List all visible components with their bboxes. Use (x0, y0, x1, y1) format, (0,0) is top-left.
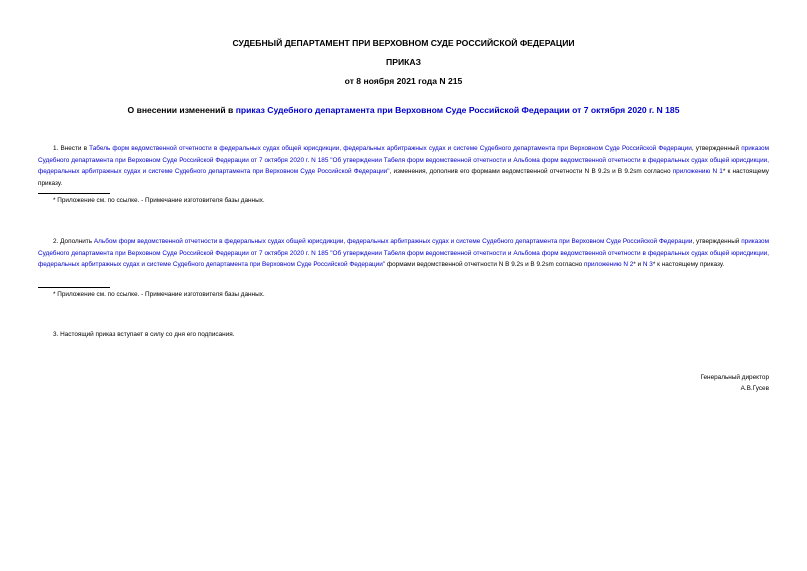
p1-text-4: * к настоящему приказу. (38, 168, 770, 187)
organization-header: СУДЕБНЫЙ ДЕПАРТАМЕНТ ПРИ ВЕРХОВНОМ СУДЕ РОССИЙСКОЙ ФЕДЕРАЦИИ (232, 38, 575, 48)
subject-order-link[interactable]: приказ Судебного департамента при Верховном Суде Российской Федерации от 7 октября 2020 г. N 185 (235, 105, 680, 115)
p1-tabel-link[interactable]: Табель форм ведомственной отчетности в федеральных судах общей юрисдикции, федеральных арбитражных судах и системе Судебного департамента при Верховном Суде Российской Федерации (89, 145, 692, 152)
p1-appendix-1-link[interactable]: приложению N 1 (672, 168, 723, 176)
signature-position: Генеральный директор (700, 374, 769, 381)
p2-appendix-3-link[interactable]: N 3 (642, 261, 653, 269)
p3-text: 3. Настоящий приказ вступает в силу со дня его подписания. (53, 331, 235, 338)
p1-text-2: , утвержденный (691, 145, 742, 152)
subject-prefix: О внесении изменений в (127, 105, 236, 115)
footnote-1-divider (38, 193, 110, 194)
footnote-2: * Приложение см. по ссылке. - Примечание изготовителя базы данных. (53, 291, 265, 298)
document-type: ПРИКАЗ (386, 57, 421, 67)
document-date-number: от 8 ноября 2021 года N 215 (344, 76, 463, 86)
p2-order-title-link[interactable]: "Об утверждении Табеля форм ведомственной отчетности и Альбома форм ведомственной отчетности в федеральных судах общей юрисдикции, федеральных арбитражных судах и системе Судебного департамента при Верховном Суде Российской Федерации" (38, 249, 769, 269)
signature-name: А.В.Гусев (740, 384, 769, 392)
p2-text-1: 2. Дополнить (53, 238, 94, 245)
p2-text-2: , утвержденный (692, 238, 742, 245)
paragraph-3 (38, 329, 769, 341)
paragraph-1 (38, 143, 769, 189)
p1-order-link[interactable]: приказом Судебного департамента при Верховном Суде Российской Федерации от 7 октября 2020 г. N 185 (38, 145, 769, 164)
paragraph-2 (38, 236, 769, 271)
p1-text-3: , изменения, дополнив его формами ведомственной отчетности N В 9.2s и В 9.2sm согласно (389, 168, 673, 176)
p2-text-5: * к настоящему приказу. (652, 261, 725, 269)
p2-appendix-2-link[interactable]: приложению N 2 (583, 261, 634, 269)
p1-order-title-link[interactable]: "Об утверждении Табеля форм ведомственной отчетности и Альбома форм ведомственной отчетности в федеральных судах общей юрисдикции, федеральных арбитражных судах и системе Судебного департамента при Верховном Суде Российской Федерации" (38, 156, 769, 176)
p2-text-3: формами ведомственной отчетности N В 9.2s и В 9.2sm согласно (385, 261, 584, 269)
footnote-1: * Приложение см. по ссылке. - Примечание изготовителя базы данных. (53, 197, 265, 204)
footnote-2-divider (38, 287, 110, 288)
p2-album-link[interactable]: Альбом форм ведомственной отчетности в федеральных судах общей юрисдикции, федеральных арбитражных судах и системе Судебного департамента при Верховном Суде Российской Федерации (93, 238, 693, 245)
p2-order-link[interactable]: приказом Судебного департамента при Верховном Суде Российской Федерации от 7 октября 2020 г. N 185 (38, 238, 769, 257)
p2-text-4: * и (633, 261, 643, 269)
p1-text-1: 1. Внести в (53, 145, 90, 152)
signature-block (700, 373, 769, 394)
document-subject (0, 105, 807, 115)
